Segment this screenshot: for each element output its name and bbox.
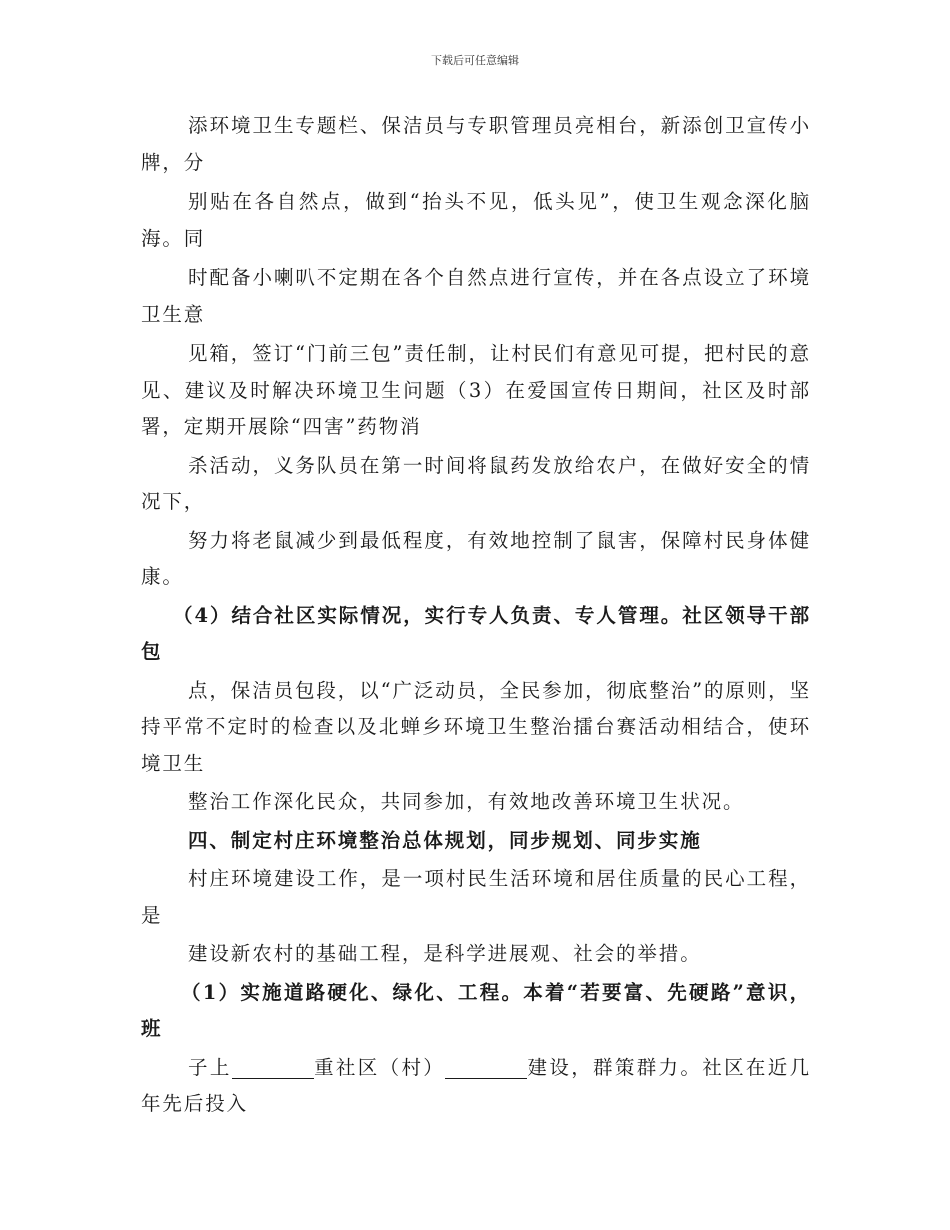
paragraph: 杀活动，义务队员在第一时间将鼠药发放给农户，在做好安全的情况下， (141, 453, 811, 513)
fill-blank (445, 1058, 527, 1079)
paragraph: 添环境卫生专题栏、保洁员与专职管理员亮相台，新添创卫宣传小牌，分 (141, 114, 811, 174)
paragraph: 点，保洁员包段，以“广泛动员，全民参加，彻底整治”的原则，坚持平常不定时的检查以及北蝉乡环境卫生整治擂台赛活动相结合，使环境卫生 (141, 678, 811, 775)
paragraph (141, 1050, 811, 1123)
section-heading: 四、制定村庄环境整治总体规划，同步规划、同步实施 (188, 828, 702, 852)
fill-blank (232, 1058, 314, 1079)
paragraph: 别贴在各自然点，做到“抬头不见，低头见”，使卫生观念深化脑海。同 (141, 190, 811, 250)
page-header: 下载后可任意编辑 (431, 54, 519, 67)
section-heading: （4）结合社区实际情况，实行专人负责、专人管理。社区领导干部包 (141, 603, 811, 663)
paragraph: 努力将老鼠减少到最低程度，有效地控制了鼠害，保障村民身体健康。 (141, 528, 811, 588)
text-run: 子上 (188, 1055, 232, 1079)
section-heading: （1）实施道路硬化、绿化、工程。本着“若要富、先硬路”意识，班 (141, 980, 811, 1040)
paragraph: 建设新农村的基础工程，是科学进展观、社会的举措。 (188, 942, 702, 965)
text-run: 重社区（村） (313, 1055, 446, 1079)
document-body (141, 108, 811, 1125)
text-run: 建设，群策群力。社区在近几年先后投入 (141, 1055, 811, 1115)
paragraph: 时配备小喇叭不定期在各个自然点进行宣传，并在各点设立了环境卫生意 (141, 266, 811, 326)
paragraph: 见箱，签订“门前三包”责任制，让村民们有意见可提，把村民的意见、建议及时解决环境卫生问题（3）在爱国宣传日期间，社区及时部署，定期开展除“四害”药物消 (141, 342, 811, 438)
paragraph: 整治工作深化民众，共同参加，有效地改善环境卫生状况。 (188, 790, 745, 813)
paragraph: 村庄环境建设工作，是一项村民生活环境和居住质量的民心工程，是 (141, 867, 811, 927)
